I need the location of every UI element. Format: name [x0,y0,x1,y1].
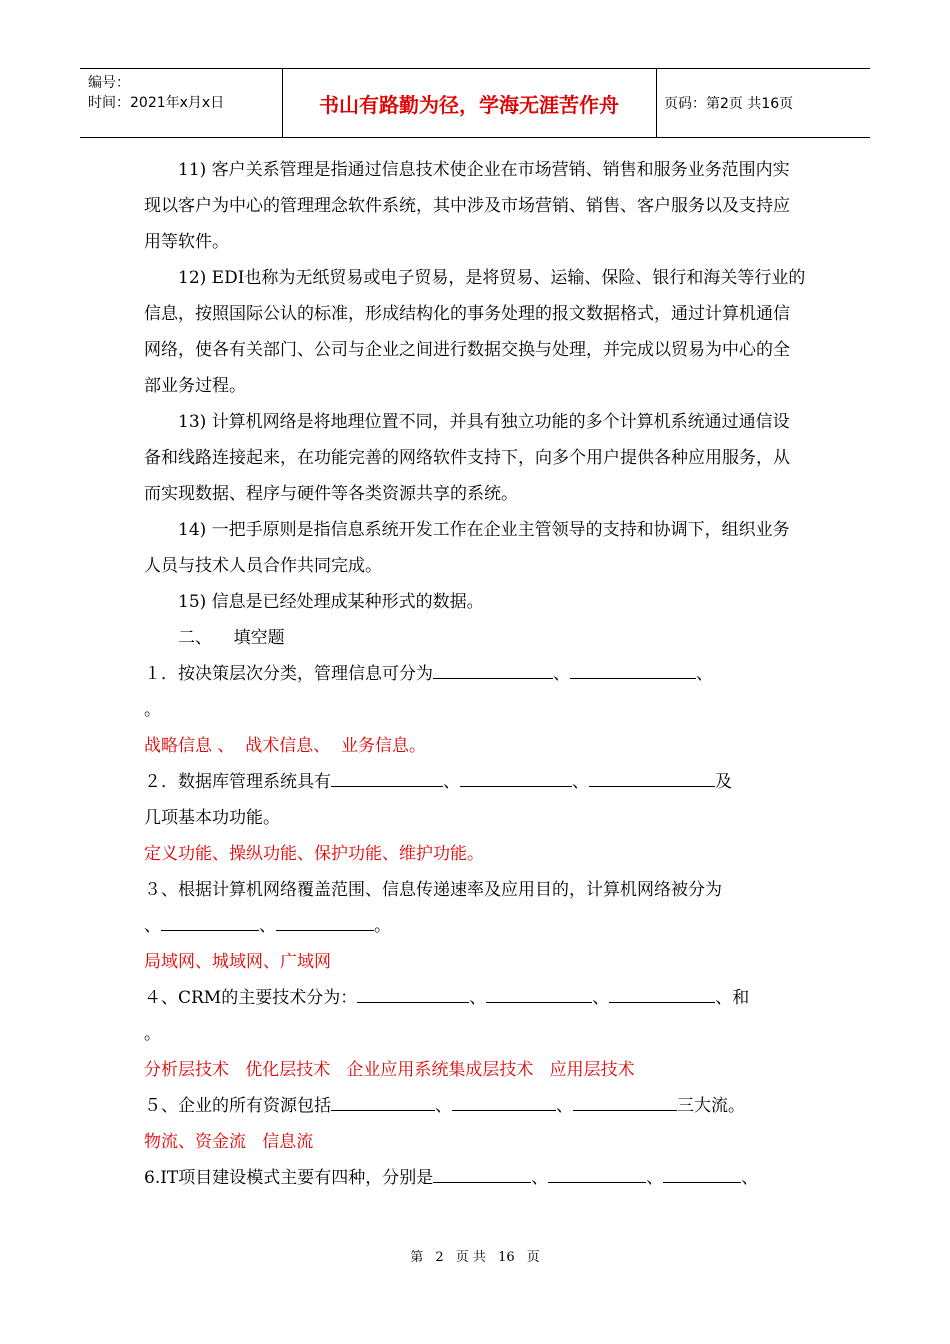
question-1 [144,656,806,728]
question-6 [144,1160,806,1196]
answer-blank[interactable] [276,912,374,931]
answer-blank[interactable] [573,1092,677,1111]
separator: 、 [553,664,570,684]
number-label: 编号： [88,75,130,91]
answer-blank[interactable] [548,1164,646,1183]
answer-blank[interactable] [486,984,592,1003]
answer-blank[interactable] [357,984,469,1003]
separator: 、 [144,916,161,936]
separator: 、 [531,1168,549,1188]
question-3 [144,872,806,944]
answer-blank[interactable] [433,1164,531,1183]
separator: 、 [741,1168,759,1188]
answer-blank[interactable] [452,1092,556,1111]
footer-mid: 页 共 [455,1250,486,1265]
separator: 、 [443,772,460,792]
separator: 、 [259,916,276,936]
footer-prefix: 第 [410,1250,424,1265]
page-footer [0,1246,950,1265]
separator: 、和 [715,988,750,1008]
separator: 、 [572,772,589,792]
separator: 三大流。 [677,1096,745,1116]
page-header [80,68,870,138]
definition-item: 14) 一把手原则是指信息系统开发工作在企业主管领导的支持和协调下，组织业务人员与技术人员合作共同完成。 [144,520,790,576]
question-4 [144,980,806,1052]
separator: 。 [144,700,161,720]
separator: 、 [646,1168,664,1188]
answer-blank[interactable] [331,768,443,787]
definition-item: 11) 客户关系管理是指通过信息技术使企业在市场营销、销售和服务业务范围内实现以客户为中心的管理理念软件系统，其中涉及市场营销、销售、客户服务以及支持应用等软件。 [144,160,790,252]
answer-blank[interactable] [589,768,715,787]
separator: 。 [374,916,391,936]
separator: 、 [435,1096,452,1116]
question-5 [144,1088,806,1124]
header-divider [656,69,657,137]
question-2 [144,764,806,836]
answer-5: 物流、资金流 信息流 [144,1132,314,1152]
header-motto: 书山有路勤为径，学海无涯苦作舟 [319,92,619,117]
header-meta [88,73,224,113]
footer-total-pages: 16 [498,1250,515,1265]
answer-blank[interactable] [663,1164,741,1183]
answer-blank[interactable] [570,660,696,679]
separator: 及 [715,772,732,792]
definition-item: 12) EDI也称为无纸贸易或电子贸易，是将贸易、运输、保险、银行和海关等行业的信息，按照国际公认的标准，形成结构化的事务处理的报文数据格式，通过计算机通信网络，使各有关部门、公司与企业之间进行数据交换与处理，并完成以贸易为中心的全部业务过程。 [144,268,806,396]
footer-page-number: 2 [435,1250,444,1265]
question-text: 几项基本功功能。 [144,808,280,828]
separator: 、 [469,988,487,1008]
answer-blank[interactable] [331,1092,435,1111]
answer-blank[interactable] [433,660,553,679]
definition-item: 15) 信息是已经处理成某种形式的数据。 [178,592,484,612]
answer-blank[interactable] [609,984,715,1003]
section-title: 二、 填空题 [178,628,285,648]
separator: 、 [696,664,713,684]
definition-item: 13) 计算机网络是将地理位置不同，并具有独立功能的多个计算机系统通过通信设备和线路连接起来，在功能完善的网络软件支持下，向多个用户提供各种应用服务，从而实现数据、程序与硬件等各类资源共享的系统。 [144,412,790,504]
footer-suffix: 页 [526,1250,540,1265]
answer-blank[interactable] [460,768,572,787]
question-text: ４、CRM的主要技术分为： [144,988,358,1008]
question-text: ５、企业的所有资源包括 [144,1096,331,1116]
answer-blank[interactable] [161,912,259,931]
answer-3: 局域网、城域网、广域网 [144,952,331,972]
separator: 、 [556,1096,573,1116]
answer-1: 战略信息 、 战术信息、 业务信息。 [144,736,427,756]
answer-4: 分析层技术 优化层技术 企业应用系统集成层技术 应用层技术 [144,1060,635,1080]
separator: 、 [592,988,610,1008]
question-text: 6.IT项目建设模式主要有四种，分别是 [144,1168,434,1188]
document-body [144,152,806,1196]
answer-2: 定义功能、操纵功能、保护功能、维护功能。 [144,844,484,864]
date-label: 时间：2021年x月x日 [88,95,225,111]
header-page-label: 页码：第2页 共16页 [664,96,794,112]
question-text: ３、根据计算机网络覆盖范围、信息传递速率及应用目的，计算机网络被分为 [144,880,722,900]
question-text: ２．数据库管理系统具有 [144,772,331,792]
separator: 。 [144,1024,161,1044]
question-text: １．按决策层次分类，管理信息可分为 [144,664,433,684]
